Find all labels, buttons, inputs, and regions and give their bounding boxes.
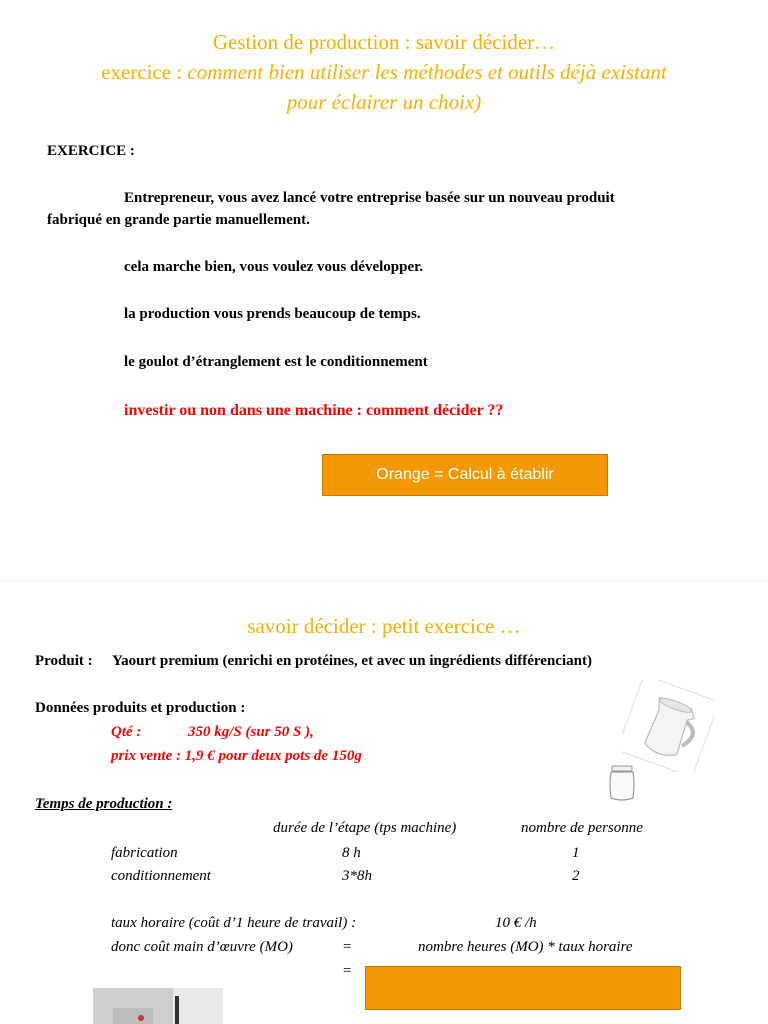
table-row-step: conditionnement bbox=[111, 868, 211, 884]
para1-line2: fabriqué en grande partie manuellement. bbox=[47, 212, 310, 228]
table-row-duration: 3*8h bbox=[342, 868, 372, 884]
table-row-step: fabrication bbox=[111, 845, 178, 861]
para2: cela marche bien, vous voulez vous développer. bbox=[124, 259, 424, 275]
para3: la production vous prends beaucoup de temps. bbox=[124, 306, 421, 322]
slide1-title-line3: pour éclairer un choix) bbox=[286, 90, 482, 114]
labor-cost-label: donc coût main d’œuvre (MO) bbox=[111, 939, 293, 955]
labor-equals-result: = bbox=[342, 963, 353, 979]
labor-formula: nombre heures (MO) * taux horaire bbox=[418, 939, 633, 955]
product-value: Yaourt premium (enrichi en protéines, et avec un ingrédients différenciant) bbox=[112, 653, 592, 669]
table-row-people: 2 bbox=[572, 868, 580, 884]
slide1-title-line2 bbox=[0, 60, 768, 85]
table-row-duration: 8 h bbox=[342, 845, 361, 861]
machine-photo-image bbox=[93, 988, 223, 1024]
question: investir ou non dans une machine : comment décider ?? bbox=[124, 402, 504, 419]
qty-label: Qté : bbox=[111, 724, 142, 740]
hourly-rate-label: taux horaire (coût d’1 heure de travail) : bbox=[111, 915, 357, 931]
para4: le goulot d’étranglement est le conditionnement bbox=[124, 354, 428, 370]
labor-equals: = bbox=[342, 939, 353, 955]
data-heading: Données produits et production : bbox=[35, 700, 246, 716]
price-line: prix vente : 1,9 € pour deux pots de 150g bbox=[111, 748, 362, 764]
yogurt-jar-image bbox=[606, 764, 638, 802]
slide1-title-prefix: exercice : bbox=[101, 60, 188, 84]
slide2-title: savoir décider : petit exercice … bbox=[247, 614, 521, 638]
slide-separator bbox=[0, 580, 768, 581]
col-duration-header: durée de l’étape (tps machine) bbox=[273, 820, 457, 836]
para1-line1: Entrepreneur, vous avez lancé votre entreprise basée sur un nouveau produit bbox=[124, 190, 615, 206]
time-heading: Temps de production : bbox=[35, 796, 173, 812]
slide1-title-italic: comment bien utiliser les méthodes et outils déjà existant bbox=[187, 60, 667, 84]
orange-legend-box bbox=[322, 454, 608, 496]
labor-cost-answer-box bbox=[365, 966, 681, 1010]
hourly-rate-value: 10 € /h bbox=[495, 915, 537, 931]
slide1-title-line1: Gestion de production : savoir décider… bbox=[212, 30, 556, 54]
qty-value: 350 kg/S (sur 50 S ), bbox=[188, 724, 314, 740]
exercise-heading: EXERCICE : bbox=[47, 143, 135, 159]
orange-legend-label: Orange = Calcul à établir bbox=[376, 466, 554, 483]
product-label: Produit : bbox=[35, 653, 93, 669]
table-row-people: 1 bbox=[572, 845, 580, 861]
col-people-header: nombre de personne bbox=[521, 820, 643, 836]
milk-pitcher-image bbox=[622, 680, 714, 772]
